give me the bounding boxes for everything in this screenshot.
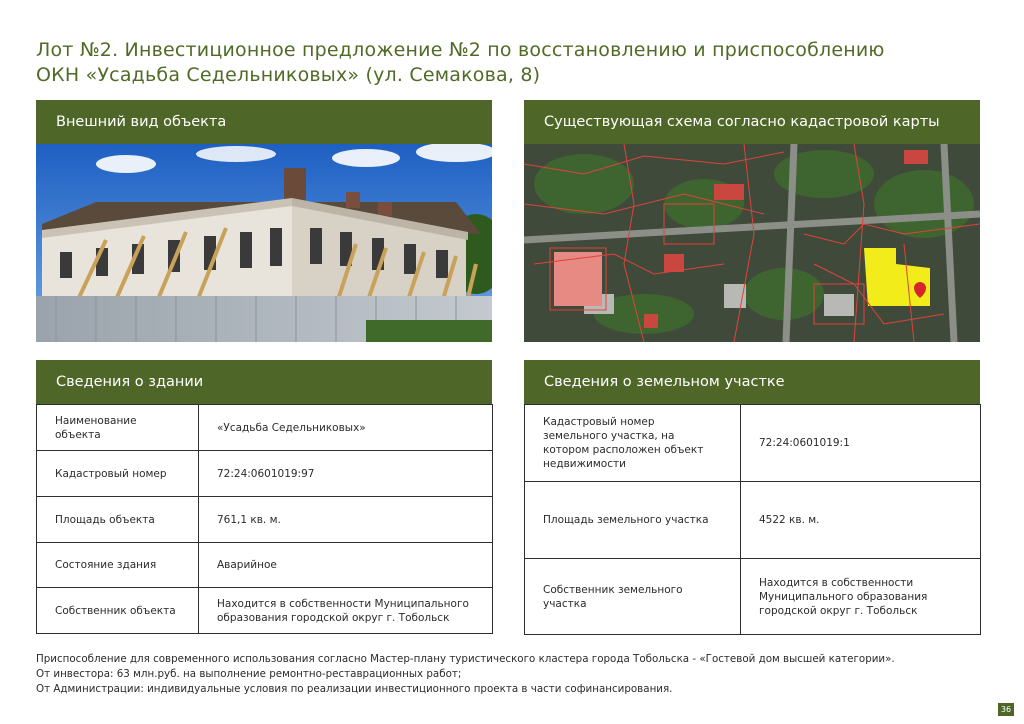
building-row-label: Наименование объекта — [37, 405, 199, 451]
building-row-value: 761,1 кв. м. — [199, 497, 493, 543]
land-row-value: Находится в собственности Муниципального образования городской округ г. Тобольск — [741, 559, 981, 635]
building-row-label: Площадь объекта — [37, 497, 199, 543]
land-row-value: 72:24:0601019:1 — [741, 405, 981, 482]
building-info-header: Сведения о здании — [36, 360, 492, 404]
page-title — [36, 38, 976, 88]
map-panel-header: Существующая схема согласно кадастровой карты — [524, 100, 980, 144]
table-row — [525, 482, 981, 559]
land-row-label: Собственник земельного участка — [525, 559, 741, 635]
land-row-value: 4522 кв. м. — [741, 482, 981, 559]
footer-line-2: От инвестора: 63 млн.руб. на выполнение ремонтно-реставрационных работ; — [36, 668, 462, 680]
land-info-header: Сведения о земельном участке — [524, 360, 980, 404]
footer-notes — [36, 652, 996, 697]
building-info-table — [36, 404, 493, 634]
page-title-line-1: Лот №2. Инвестиционное предложение №2 по восстановлению и приспособлению — [36, 39, 885, 61]
table-row — [525, 405, 981, 482]
building-row-label: Кадастровый номер — [37, 451, 199, 497]
table-row — [37, 451, 493, 497]
land-row-label: Площадь земельного участка — [525, 482, 741, 559]
cadastral-map-image — [524, 144, 980, 342]
building-row-value: «Усадьба Седельниковых» — [199, 405, 493, 451]
page-number: 36 — [998, 703, 1014, 716]
footer-line-3: От Администрации: индивидуальные условия по реализации инвестиционного проекта в части софинансирования. — [36, 683, 673, 695]
table-row — [37, 405, 493, 451]
table-row — [37, 497, 493, 543]
land-info-table — [524, 404, 981, 635]
building-row-label: Состояние здания — [37, 543, 199, 588]
footer-line-1: Приспособление для современного использования согласно Мастер-плану туристического кластера города Тобольска - «Гостевой дом высшей категории». — [36, 653, 895, 665]
land-row-label: Кадастровый номер земельного участка, на котором расположен объект недвижимости — [525, 405, 741, 482]
building-row-value: Аварийное — [199, 543, 493, 588]
exterior-panel-header: Внешний вид объекта — [36, 100, 492, 144]
page-title-line-2: ОКН «Усадьба Седельниковых» (ул. Семакова, 8) — [36, 64, 541, 86]
building-row-value: Находится в собственности Муниципального образования городской округ г. Тобольск — [199, 588, 493, 634]
table-row — [37, 588, 493, 634]
table-row — [37, 543, 493, 588]
building-exterior-photo — [36, 144, 492, 342]
building-row-value: 72:24:0601019:97 — [199, 451, 493, 497]
table-row — [525, 559, 981, 635]
building-row-label: Собственник объекта — [37, 588, 199, 634]
